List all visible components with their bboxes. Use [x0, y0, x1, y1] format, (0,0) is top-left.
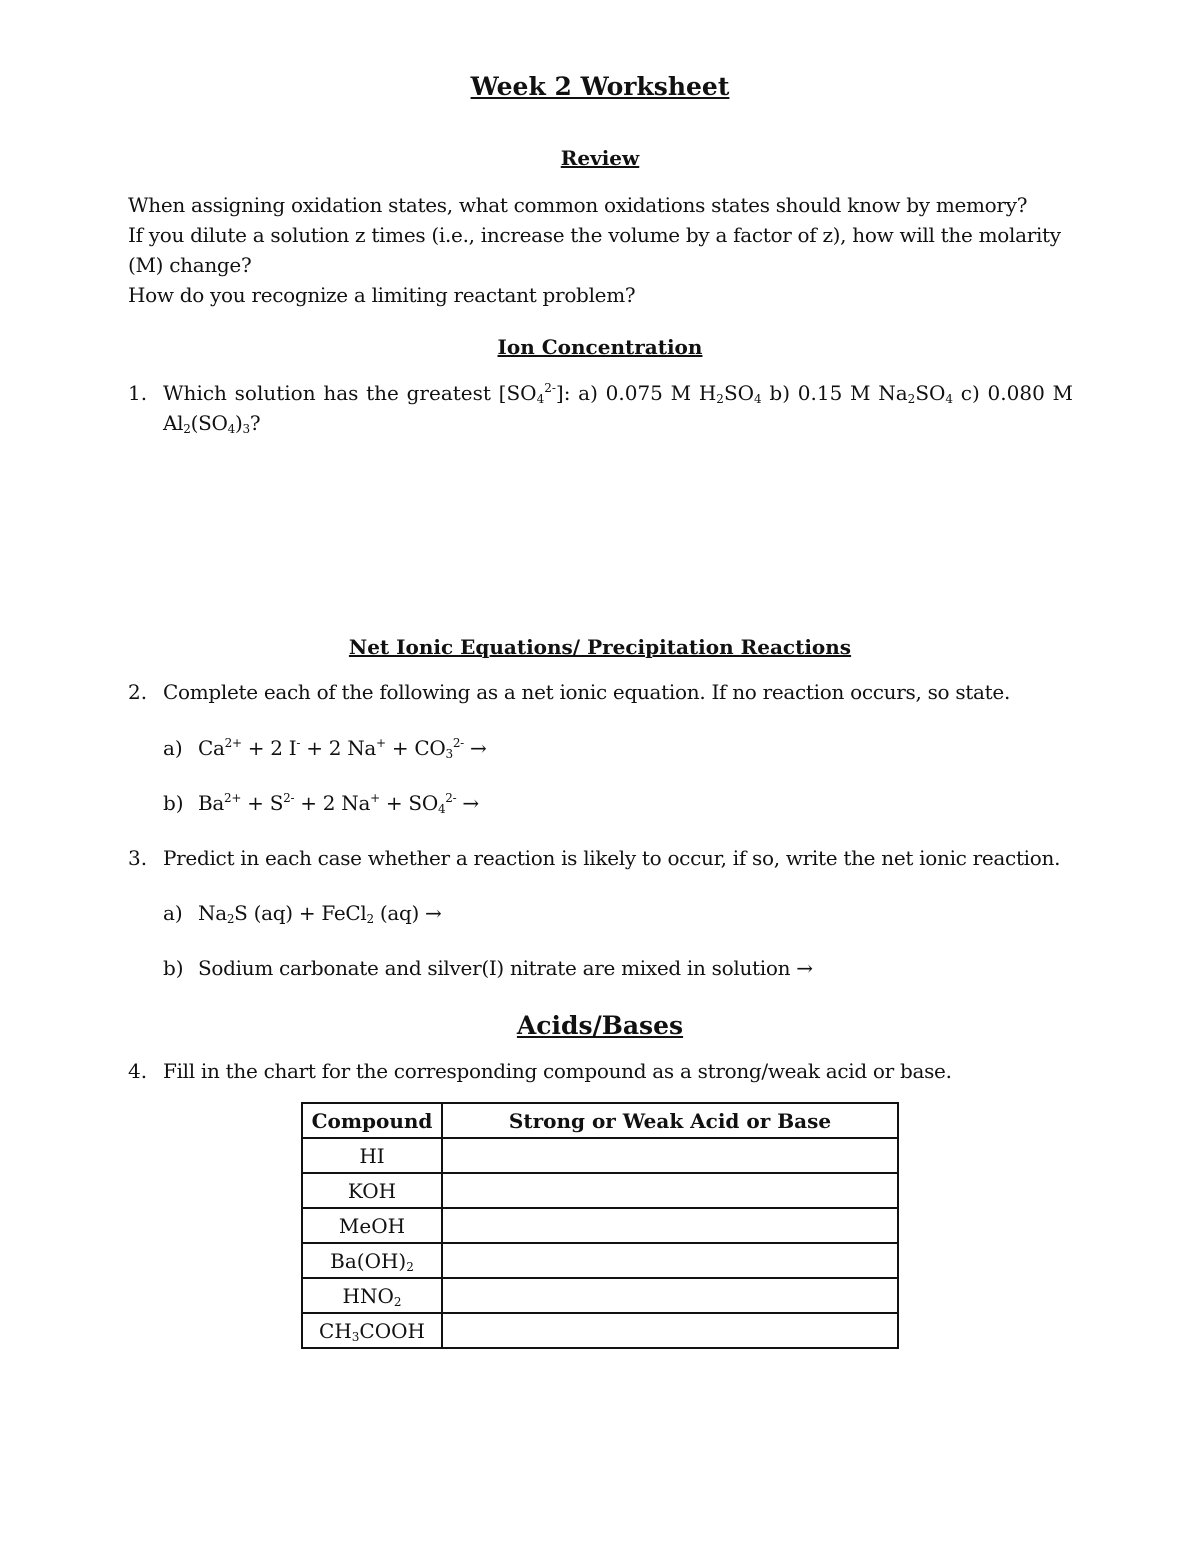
answer-cell[interactable] — [442, 1138, 898, 1173]
question-3-number: 3. — [128, 846, 148, 870]
review-heading: Review — [560, 146, 640, 170]
question-2b-label: b) — [163, 791, 184, 815]
compound-cell: $CH_3COOH$ — [302, 1313, 442, 1348]
question-1-text-cont: $Al_2(SO_4)_3$? — [163, 411, 261, 436]
compound-cell: KOH — [302, 1173, 442, 1208]
answer-cell[interactable] — [442, 1278, 898, 1313]
review-line-4: How do you recognize a limiting reactant problem? — [128, 283, 636, 307]
table-row — [302, 1278, 898, 1313]
compound-cell: $Ba(OH)_2$ — [302, 1243, 442, 1278]
answer-cell[interactable] — [442, 1313, 898, 1348]
acid-base-chart — [301, 1102, 899, 1349]
question-2-text: Complete each of the following as a net ionic equation. If no reaction occurs, so state. — [163, 680, 1010, 704]
compound-cell: HI — [302, 1138, 442, 1173]
question-3a-equation: $Na_2S$ (aq) + FeCl$_2$ (aq) → — [198, 901, 442, 926]
classification-column-header: Strong or Weak Acid or Base — [442, 1103, 898, 1138]
question-3b-text: Sodium carbonate and silver(I) nitrate are mixed in solution → — [198, 956, 813, 980]
question-3-text: Predict in each case whether a reaction is likely to occur, if so, write the net ionic reaction. — [163, 846, 1061, 870]
compound-cell: $HNO_2$ — [302, 1278, 442, 1313]
question-1-number: 1. — [128, 381, 148, 405]
compound-column-header: Compound — [302, 1103, 442, 1138]
answer-cell[interactable] — [442, 1173, 898, 1208]
table-row — [302, 1208, 898, 1243]
question-3b-label: b) — [163, 956, 184, 980]
question-4-text: Fill in the chart for the corresponding compound as a strong/weak acid or base. — [163, 1059, 952, 1083]
review-line-2: If you dilute a solution z times (i.e., increase the volume by a factor of z), how will the molarity — [128, 223, 1061, 247]
review-line-1: When assigning oxidation states, what common oxidations states should know by memory? — [128, 193, 1028, 217]
ion-concentration-heading: Ion Concentration — [497, 335, 703, 359]
chart-header-row — [302, 1103, 898, 1138]
review-line-3: (M) change? — [128, 253, 252, 277]
acids-bases-heading: Acids/Bases — [516, 1011, 684, 1040]
compound-cell: MeOH — [302, 1208, 442, 1243]
table-row — [302, 1173, 898, 1208]
question-2a-equation: $Ca^{2+} + 2$ I- + 2 $Na^+ + CO_3^{2-}$ → — [198, 736, 487, 761]
question-3a-label: a) — [163, 901, 183, 925]
question-1-text: Which solution has the greatest $[SO_4^{2-}]$: a) 0.075 M $H_2SO_4$ b) 0.15 M $Na_2SO_4$ c) 0.080 M — [163, 381, 1074, 406]
question-2a-label: a) — [163, 736, 183, 760]
question-2-number: 2. — [128, 680, 148, 704]
page-title: Week 2 Worksheet — [470, 72, 730, 101]
table-row — [302, 1313, 898, 1348]
table-row — [302, 1138, 898, 1173]
table-row — [302, 1243, 898, 1278]
answer-cell[interactable] — [442, 1208, 898, 1243]
question-4-number: 4. — [128, 1059, 148, 1083]
question-2b-equation: $Ba^{2+} + S^{2-} + 2$ $Na^+ + SO_4^{2-}$ → — [198, 791, 479, 816]
answer-cell[interactable] — [442, 1243, 898, 1278]
net-ionic-heading: Net Ionic Equations/ Precipitation Reactions — [348, 635, 852, 659]
